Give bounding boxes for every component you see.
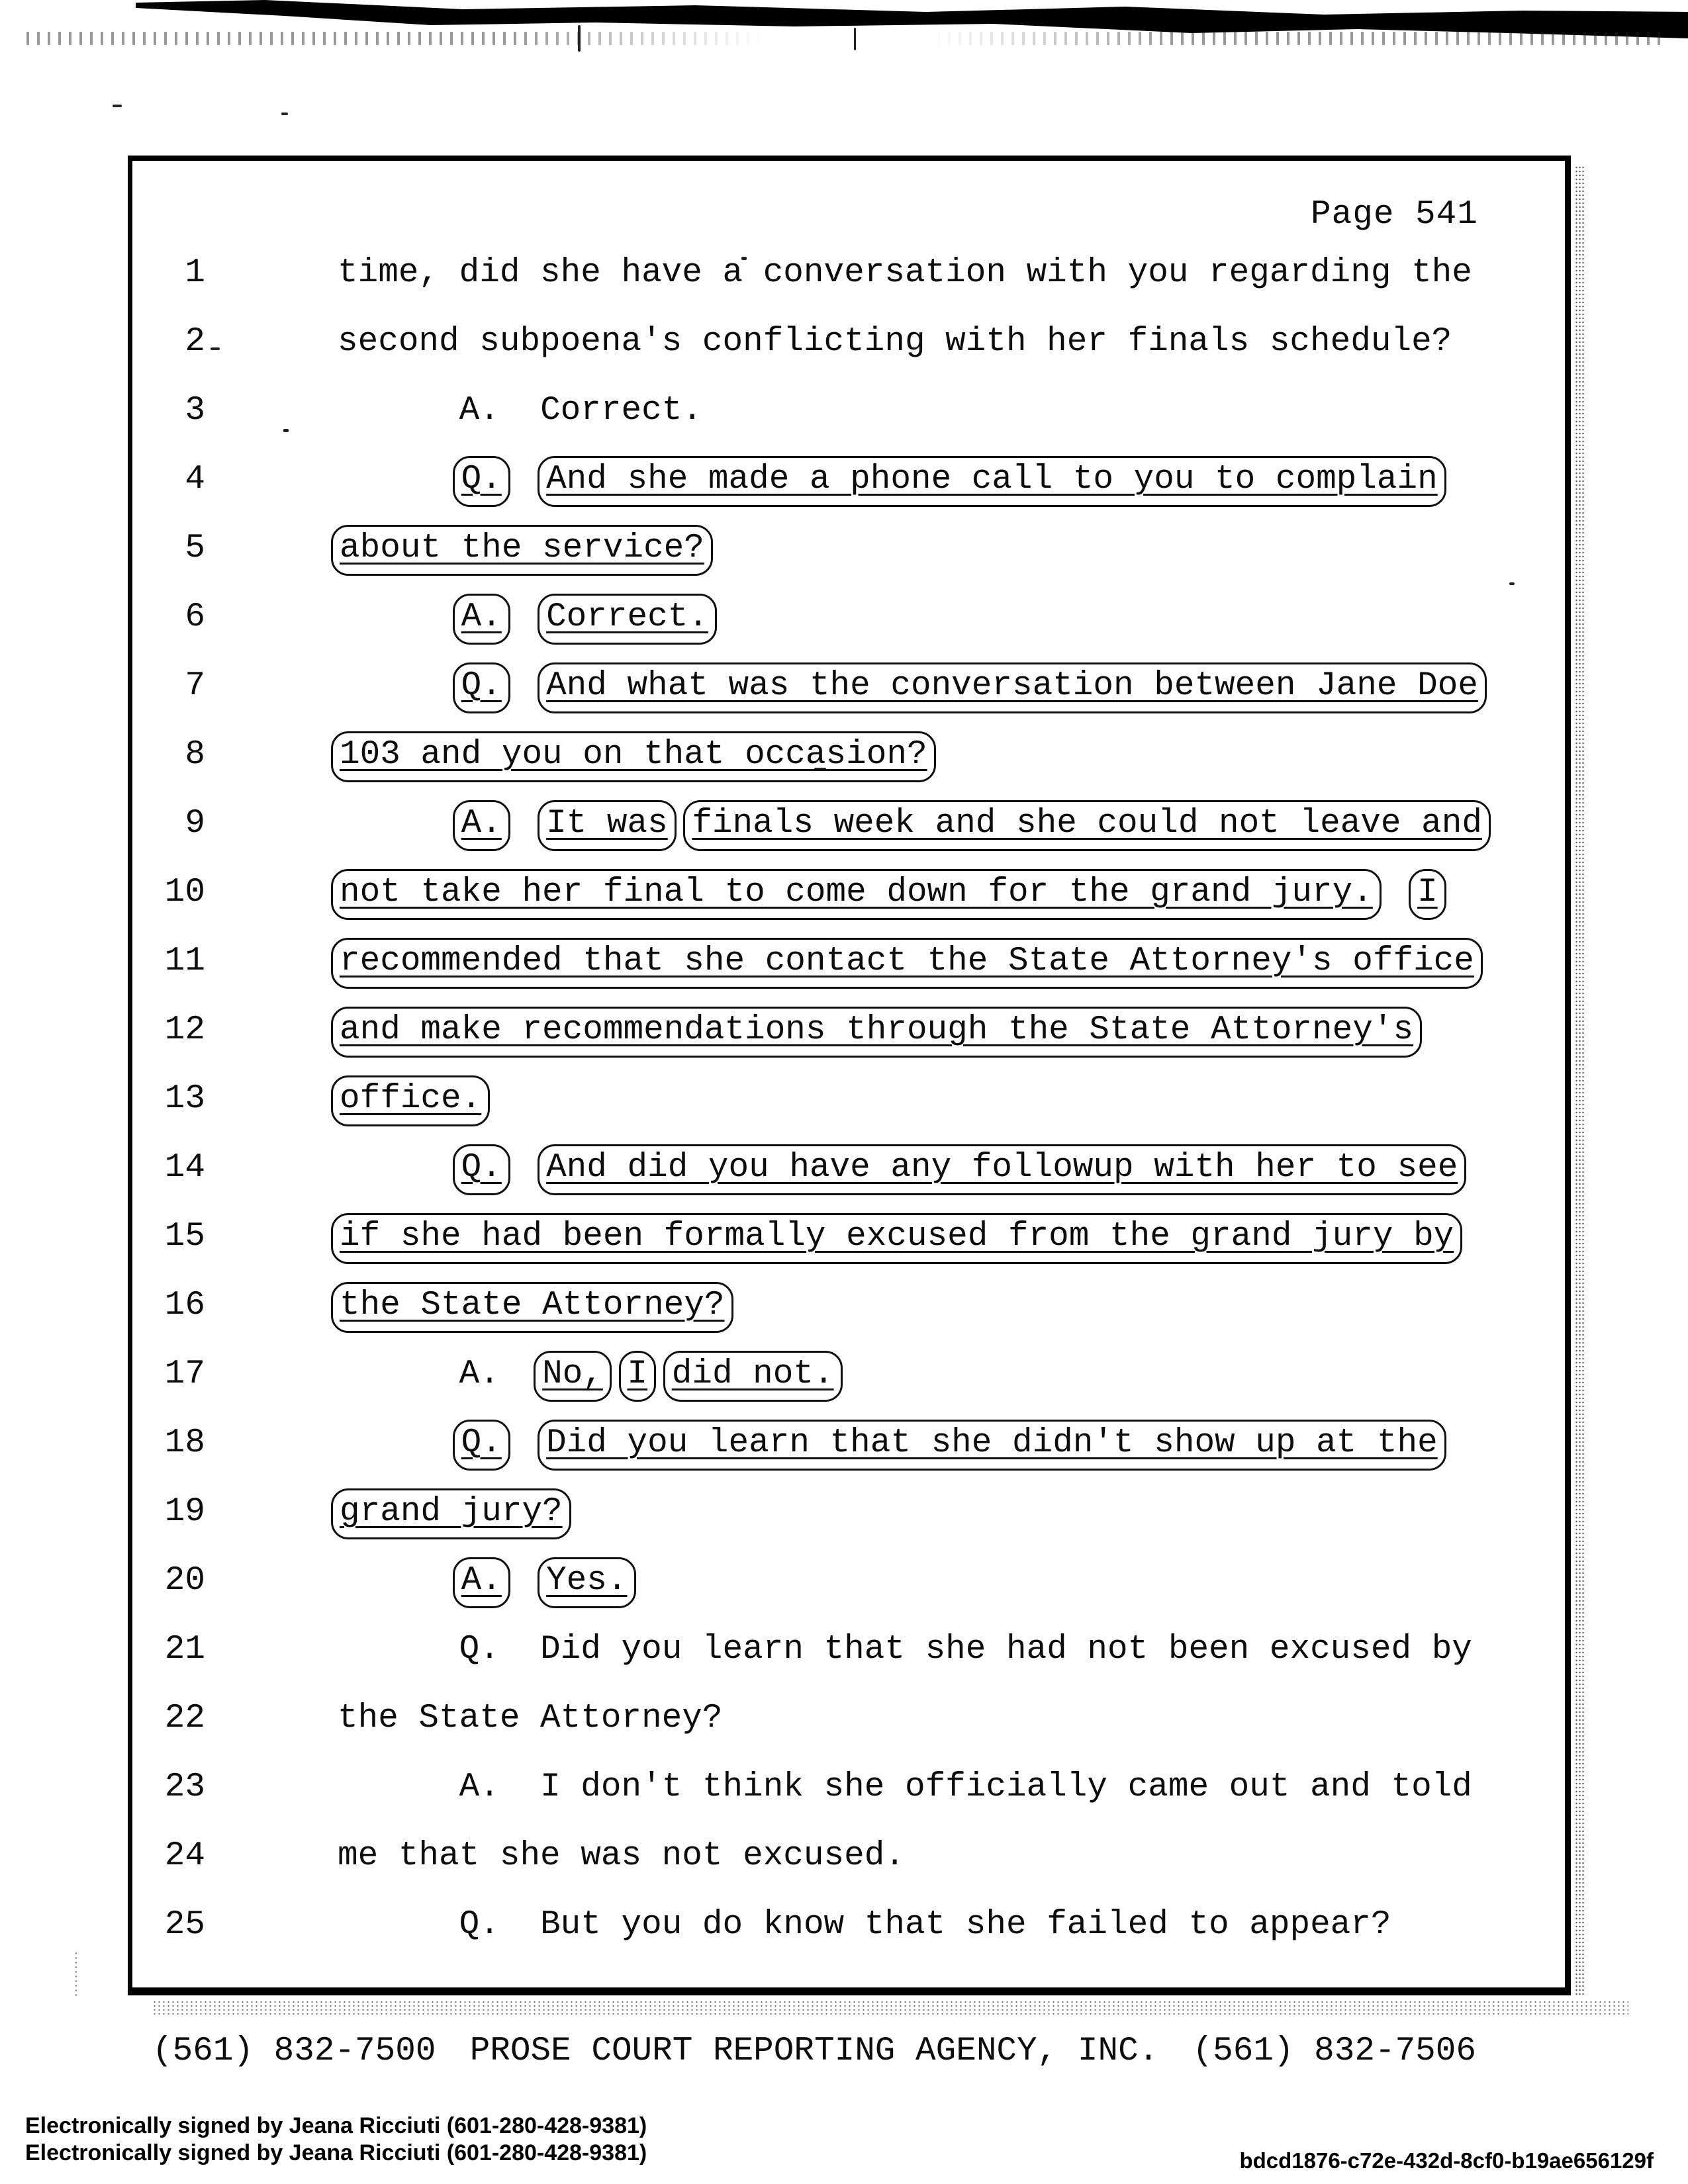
line-number: 4 — [185, 461, 205, 498]
scan-artifact-bottom-edge — [152, 2000, 1628, 2017]
scan-speck — [578, 25, 581, 52]
line-number: 20 — [164, 1562, 205, 1600]
line-number: 5 — [185, 529, 205, 567]
indent-spacer — [338, 667, 459, 705]
plain-text-segment: Did you learn that she had not been excused by — [540, 1631, 1472, 1668]
highlight-bubble-annotation: Yes. — [538, 1557, 635, 1608]
indent-spacer — [338, 461, 459, 498]
plain-text-segment: time, did she have a conversation with you regarding the — [338, 254, 1472, 292]
indent-spacer — [500, 392, 540, 430]
line-number: 3 — [185, 392, 205, 430]
line-number: 10 — [164, 874, 205, 911]
highlight-bubble-annotation: Correct. — [538, 594, 717, 645]
transcript-line — [132, 445, 1572, 514]
line-text — [338, 1768, 1472, 1806]
line-text — [338, 529, 706, 567]
highlight-bubble-annotation: recommended that she contact the State Attorney's office — [331, 938, 1483, 989]
transcript-line — [132, 1822, 1572, 1891]
transcript-line — [132, 1753, 1572, 1822]
line-number: 21 — [164, 1631, 205, 1668]
line-text — [338, 1837, 905, 1875]
line-number: 25 — [164, 1906, 205, 1944]
highlight-bubble-annotation: finals week and she could not leave and — [683, 800, 1491, 851]
indent-spacer — [338, 1768, 459, 1806]
line-number: 23 — [164, 1768, 205, 1806]
transcript-line — [132, 1203, 1572, 1271]
transcript-line — [132, 927, 1572, 996]
line-text — [338, 667, 1480, 705]
transcript-line — [132, 1340, 1572, 1409]
scan-artifact-right-edge — [1575, 165, 1585, 1995]
transcript-line — [132, 514, 1572, 583]
indent-spacer — [338, 598, 459, 636]
signature-line: Electronically signed by Jeana Ricciuti (601-280-428-9381) — [25, 2140, 647, 2165]
line-text — [338, 1080, 483, 1118]
highlight-bubble-annotation: Q. — [453, 1420, 510, 1471]
transcript-line — [132, 239, 1572, 308]
transcript-line — [132, 583, 1572, 652]
transcript-line — [132, 1615, 1572, 1684]
highlight-bubble-annotation: Q. — [453, 662, 510, 713]
indent-spacer — [500, 1768, 540, 1806]
transcript-line — [132, 1134, 1572, 1203]
footer — [152, 2030, 1476, 2073]
transcript-line — [132, 1409, 1572, 1478]
plain-text-segment: me that she was not excused. — [338, 1837, 905, 1875]
transcript-line — [132, 1065, 1572, 1134]
highlight-bubble-annotation: Q. — [453, 1144, 510, 1195]
indent-spacer — [338, 1906, 459, 1944]
transcript-line — [132, 790, 1572, 858]
highlight-bubble-annotation: grand jury? — [331, 1488, 571, 1539]
highlight-bubble-annotation: not take her final to come down for the grand jury. — [331, 869, 1382, 920]
line-number: 13 — [164, 1080, 205, 1118]
highlight-bubble-annotation: And did you have any followup with her to see — [538, 1144, 1466, 1195]
indent-spacer — [338, 1562, 459, 1600]
plain-text-segment: second subpoena's conflicting with her finals schedule? — [338, 323, 1452, 361]
plain-text-segment: Q. — [459, 1631, 500, 1668]
line-number: 18 — [164, 1424, 205, 1462]
line-text — [338, 1700, 723, 1737]
line-number: 8 — [185, 736, 205, 774]
footer-phone-right: (561) 832-7506 — [1192, 2032, 1476, 2070]
plain-text-segment: A. — [459, 392, 500, 430]
transcript-line — [132, 652, 1572, 721]
indent-spacer — [500, 1631, 540, 1668]
plain-text-segment: the State Attorney? — [338, 1700, 723, 1737]
highlight-bubble-annotation: 103 and you on that occasion? — [331, 731, 936, 782]
highlight-bubble-annotation: A. — [453, 1557, 510, 1608]
line-text — [338, 1493, 565, 1531]
line-text — [338, 1631, 1472, 1668]
indent-spacer — [338, 1631, 459, 1668]
highlight-bubble-annotation: and make recommendations through the State Attorney's — [331, 1007, 1422, 1058]
line-text — [338, 461, 1440, 498]
highlight-bubble-annotation: the State Attorney? — [331, 1282, 733, 1333]
line-text — [338, 805, 1484, 842]
line-number: 7 — [185, 667, 205, 705]
plain-text-segment: A. — [459, 1355, 500, 1393]
line-text — [338, 736, 929, 774]
line-text — [338, 392, 702, 430]
transcript-line — [132, 377, 1572, 445]
highlight-bubble-annotation: office. — [331, 1075, 490, 1126]
transcript-line — [132, 721, 1572, 790]
plain-text-segment: A. — [459, 1768, 500, 1806]
line-number: 11 — [164, 942, 205, 980]
line-text — [338, 1011, 1415, 1049]
page-title: Page 541 — [1311, 196, 1478, 234]
transcript-line — [132, 1547, 1572, 1615]
line-number: 15 — [164, 1218, 205, 1255]
highlight-bubble-annotation: It was — [538, 800, 677, 851]
line-number: 17 — [164, 1355, 205, 1393]
footer-agency-name: PROSE COURT REPORTING AGENCY, INC. — [469, 2032, 1159, 2070]
indent-spacer — [338, 805, 459, 842]
indent-spacer — [500, 1906, 540, 1944]
line-number: 22 — [164, 1700, 205, 1737]
highlight-bubble-annotation: A. — [453, 594, 510, 645]
scan-speck — [113, 105, 122, 107]
line-text — [338, 942, 1476, 980]
highlight-bubble-annotation: A. — [453, 800, 510, 851]
line-number: 24 — [164, 1837, 205, 1875]
scan-artifact-left-dots — [74, 1951, 79, 1999]
transcript-line — [132, 1684, 1572, 1753]
transcript-line — [132, 858, 1572, 927]
indent-spacer — [338, 1424, 459, 1462]
line-number: 1 — [185, 254, 205, 292]
highlight-bubble-annotation: And she made a phone call to you to complain — [538, 456, 1446, 507]
line-number: 6 — [185, 598, 205, 636]
line-text — [338, 254, 1472, 292]
line-text — [338, 1149, 1460, 1187]
line-text — [338, 1218, 1456, 1255]
footer-phone-left: (561) 832-7500 — [152, 2032, 436, 2070]
plain-text-segment: But you do know that she failed to appear? — [540, 1906, 1391, 1944]
highlight-bubble-annotation: I — [619, 1351, 657, 1402]
highlight-bubble-annotation: I — [1409, 869, 1446, 920]
highlight-bubble-annotation: No, — [534, 1351, 612, 1402]
document-id: bdcd1876-c72e-432d-8cf0-b19ae656129f — [1239, 2148, 1654, 2173]
transcript-line — [132, 1478, 1572, 1547]
line-number: 2 — [185, 323, 205, 361]
line-number: 16 — [164, 1287, 205, 1324]
indent-spacer — [338, 392, 459, 430]
plain-text-segment: I don't think she officially came out and told — [540, 1768, 1472, 1806]
scan-speck — [281, 113, 288, 115]
transcript-line — [132, 996, 1572, 1065]
line-number: 19 — [164, 1493, 205, 1531]
transcript-line — [132, 308, 1572, 377]
signature-line: Electronically signed by Jeana Ricciuti (601-280-428-9381) — [25, 2113, 647, 2138]
line-text — [338, 1355, 836, 1393]
highlight-bubble-annotation: if she had been formally excused from the grand jury by — [331, 1213, 1462, 1264]
scan-artifact-top-dots — [26, 32, 1668, 45]
transcript-line — [132, 1891, 1572, 1960]
highlight-bubble-annotation: Q. — [453, 456, 510, 507]
line-number: 9 — [185, 805, 205, 842]
plain-text-segment: Q. — [459, 1906, 500, 1944]
line-text — [338, 1906, 1391, 1944]
indent-spacer — [338, 1149, 459, 1187]
highlight-bubble-annotation: Did you learn that she didn't show up at the — [538, 1420, 1446, 1471]
line-text — [338, 323, 1452, 361]
line-text — [338, 1287, 727, 1324]
line-text — [338, 874, 1440, 911]
indent-spacer — [338, 1355, 459, 1393]
line-text — [338, 1424, 1440, 1462]
line-text — [338, 1562, 630, 1600]
line-number: 14 — [164, 1149, 205, 1187]
line-number: 12 — [164, 1011, 205, 1049]
highlight-bubble-annotation: about the service? — [331, 525, 713, 576]
transcript-line — [132, 1271, 1572, 1340]
plain-text-segment: Correct. — [540, 392, 702, 430]
line-text — [338, 598, 710, 636]
highlight-bubble-annotation: And what was the conversation between Jane Doe — [538, 662, 1487, 713]
signature-block — [25, 2113, 647, 2167]
scan-speck — [854, 28, 856, 50]
highlight-bubble-annotation: did not. — [663, 1351, 843, 1402]
